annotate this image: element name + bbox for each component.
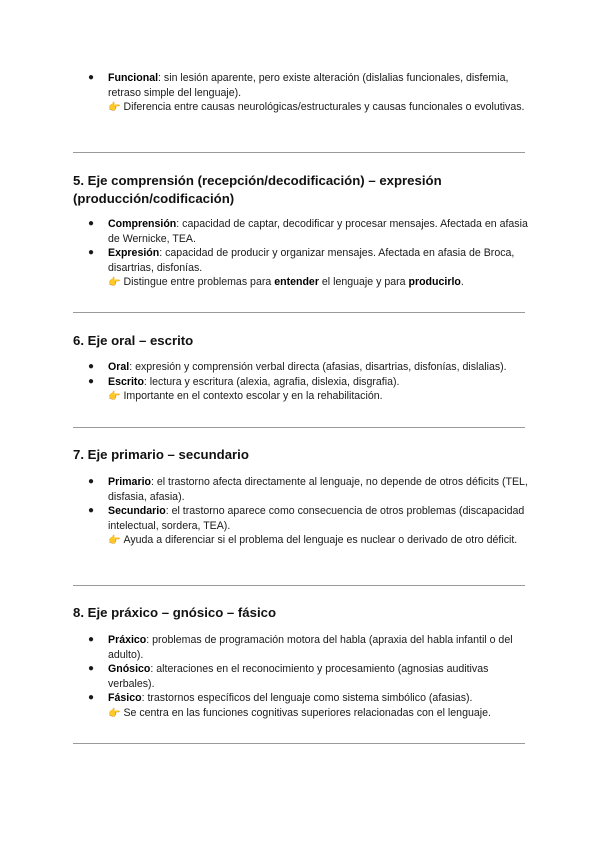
section-divider (73, 312, 525, 313)
note-text: el lenguaje y para (318, 276, 409, 289)
section-8 (73, 604, 528, 722)
section-list (73, 633, 528, 722)
section-title: 8. Eje práxico – gnósico – fásico (73, 605, 277, 620)
item-text: : problemas de programación motora del habla (apraxia del habla infantil o del adulto). (108, 634, 513, 661)
pointing-hand-icon: 👉 (108, 391, 121, 403)
section-divider (73, 152, 525, 153)
list-item (73, 504, 528, 549)
item-term: Primario (108, 476, 151, 488)
item-term: Escrito (108, 375, 144, 388)
list-item (73, 71, 528, 116)
section-title: 7. Eje primario – secundario (73, 447, 249, 462)
bullet-icon: ● (88, 361, 95, 372)
item-text: : el trastorno afecta directamente al lenguaje, no depende de otros déficits (TEL, disfasia, afasia). (108, 476, 528, 503)
item-term: Comprensión (108, 218, 177, 230)
pointing-hand-icon: 👉 (108, 707, 121, 719)
pointing-hand-icon: 👉 (108, 102, 121, 114)
continuation-block (73, 71, 528, 116)
section-title: 6. Eje oral – escrito (73, 333, 194, 348)
item-term: Práxico (108, 634, 147, 646)
section-list (73, 217, 528, 291)
note (108, 100, 528, 116)
section-divider (73, 585, 525, 586)
section-5 (73, 172, 528, 291)
list-item (73, 217, 528, 246)
note-text: . (460, 276, 464, 289)
bullet-icon: ● (88, 692, 95, 704)
bullet-icon: ● (88, 72, 95, 83)
item-text: : capacidad de captar, decodificar y procesar mensajes. Afectada en afasia de Wernicke, TEA. (108, 218, 528, 245)
section-6 (73, 332, 528, 405)
item-term: Oral (108, 361, 130, 373)
note-emphasis: producirlo (408, 276, 461, 289)
note-text: Se centra en las funciones cognitivas superiores relacionadas con el lenguaje. (123, 706, 491, 719)
item-text: : trastornos específicos del lenguaje como sistema simbólico (afasias). (141, 692, 473, 705)
item-term: Fásico (108, 692, 142, 705)
note (108, 275, 528, 291)
bullet-icon: ● (88, 247, 95, 259)
bullet-icon: ● (88, 375, 95, 387)
note-emphasis: entender (274, 276, 319, 289)
pointing-hand-icon: 👉 (108, 535, 121, 547)
continuation-list (73, 71, 528, 116)
item-text: : el trastorno aparece como consecuencia de otros problemas (discapacidad intelectual, sordera, TEA). (108, 505, 525, 532)
section-title: 5. Eje comprensión (recepción/decodificación) – expresión (producción/codificación) (73, 173, 442, 206)
item-term: Gnósico (108, 663, 151, 676)
list-item (73, 360, 528, 375)
list-item (73, 662, 528, 691)
pointing-hand-icon: 👉 (108, 277, 121, 289)
item-text: : alteraciones en el reconocimiento y procesamiento (agnosias auditivas verbales). (108, 663, 489, 690)
note (108, 706, 528, 722)
item-text: : lectura y escritura (alexia, agrafia, dislexia, disgrafia). (143, 375, 400, 388)
note (108, 533, 528, 549)
bullet-icon: ● (88, 663, 95, 675)
list-item (73, 691, 528, 721)
item-text: : capacidad de producir y organizar mensajes. Afectada en afasia de Broca, disartrias, disfonías. (108, 247, 515, 274)
note-text: Ayuda a diferenciar si el problema del lenguaje es nuclear o derivado de otro déficit. (123, 534, 518, 547)
list-item (73, 475, 528, 504)
note-text: Distingue entre problemas para (123, 276, 275, 289)
list-item (73, 633, 528, 662)
bullet-icon: ● (88, 218, 95, 229)
note-text: Importante en el contexto escolar y en la rehabilitación. (123, 390, 383, 403)
list-item (73, 375, 528, 405)
section-7 (73, 446, 528, 549)
list-item (73, 246, 528, 291)
item-term: Secundario (108, 505, 166, 518)
item-text: : sin lesión aparente, pero existe alteración (dislalias funcionales, disfemia, retraso simple del lenguaje). (108, 72, 509, 99)
section-list (73, 475, 528, 549)
bullet-icon: ● (88, 476, 95, 487)
note (108, 389, 528, 405)
section-divider (73, 427, 525, 428)
item-term: Expresión (108, 247, 160, 260)
item-term: Funcional (108, 72, 159, 84)
section-divider (73, 743, 525, 744)
bullet-icon: ● (88, 505, 95, 517)
section-list (73, 360, 528, 405)
note-text: Diferencia entre causas neurológicas/estructurales y causas funcionales o evolutivas. (123, 101, 525, 114)
item-text: : expresión y comprensión verbal directa (afasias, disartrias, disfonías, dislalias). (129, 361, 507, 373)
bullet-icon: ● (88, 634, 95, 645)
